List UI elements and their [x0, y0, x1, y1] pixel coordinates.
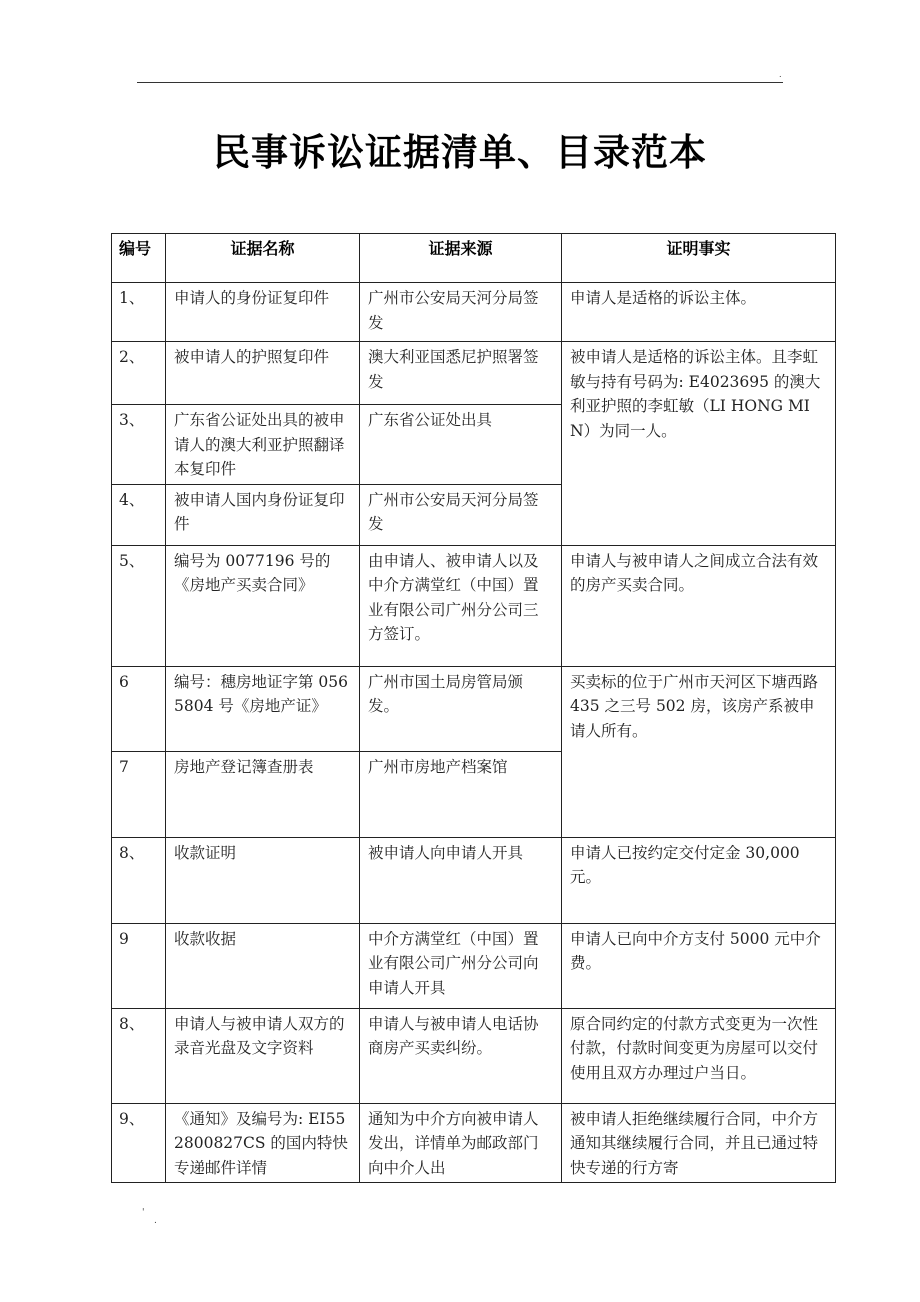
cell-source: 广州市公安局天河分局签发 [360, 283, 562, 342]
cell-number: 8、 [112, 837, 166, 923]
cell-number: 8、 [112, 1008, 166, 1103]
cell-name: 被申请人的护照复印件 [166, 342, 360, 405]
cell-name: 编号：穗房地证字第 0565804 号《房地产证》 [166, 666, 360, 751]
cell-source: 由申请人、被申请人以及中介方满堂红（中国）置业有限公司广州分公司三方签订。 [360, 545, 562, 666]
cell-name: 申请人的身份证复印件 [166, 283, 360, 342]
cell-name: 被申请人国内身份证复印件 [166, 484, 360, 545]
cell-fact: 申请人是适格的诉讼主体。 [562, 283, 836, 342]
footer-mark: . [154, 1216, 157, 1226]
evidence-table [111, 233, 836, 1183]
cell-fact: 申请人与被申请人之间成立合法有效的房产买卖合同。 [562, 545, 836, 666]
table-row [112, 666, 836, 751]
cell-number: 9 [112, 923, 166, 1008]
cell-number: 3、 [112, 405, 166, 485]
cell-source: 被申请人向申请人开具 [360, 837, 562, 923]
table-row [112, 923, 836, 1008]
cell-source: 通知为中介方向被申请人发出，详情单为邮政部门向中介人出 [360, 1103, 562, 1183]
cell-fact: 申请人已向中介方支付 5000 元中介费。 [562, 923, 836, 1008]
table-row [112, 342, 836, 405]
cell-fact: 买卖标的位于广州市天河区下塘西路 435 之三号 502 房，该房产系被申请人所有。 [562, 666, 836, 837]
header-rule [137, 82, 783, 83]
cell-number: 2、 [112, 342, 166, 405]
cell-source: 广州市公安局天河分局签发 [360, 484, 562, 545]
cell-number: 7 [112, 751, 166, 837]
column-header-fact: 证明事实 [562, 234, 836, 283]
cell-fact: 申请人已按约定交付定金 30,000 元。 [562, 837, 836, 923]
cell-source: 广东省公证处出具 [360, 405, 562, 485]
table-row [112, 545, 836, 666]
cell-name: 《通知》及编号为: EI552800827CS 的国内特快专递邮件详情 [166, 1103, 360, 1183]
cell-source: 申请人与被申请人电话协商房产买卖纠纷。 [360, 1008, 562, 1103]
table-row [112, 1008, 836, 1103]
column-header-number: 编号 [112, 234, 166, 283]
table-row [112, 837, 836, 923]
table-row [112, 1103, 836, 1183]
cell-name: 广东省公证处出具的被申请人的澳大利亚护照翻译本复印件 [166, 405, 360, 485]
cell-name: 编号为 0077196 号的《房地产买卖合同》 [166, 545, 360, 666]
cell-number: 9、 [112, 1103, 166, 1183]
cell-number: 4、 [112, 484, 166, 545]
document-title: 民事诉讼证据清单、目录范本 [213, 131, 707, 174]
cell-source: 中介方满堂红（中国）置业有限公司广州分公司向申请人开具 [360, 923, 562, 1008]
footer-mark: ' [142, 1208, 145, 1218]
cell-name: 申请人与被申请人双方的录音光盘及文字资料 [166, 1008, 360, 1103]
cell-fact: 被申请人拒绝继续履行合同，中介方通知其继续履行合同，并且已通过特快专递的行方寄 [562, 1103, 836, 1183]
cell-source: 广州市房地产档案馆 [360, 751, 562, 837]
cell-source: 广州市国土局房管局颁发。 [360, 666, 562, 751]
cell-number: 6 [112, 666, 166, 751]
cell-name: 房地产登记簿查册表 [166, 751, 360, 837]
cell-name: 收款证明 [166, 837, 360, 923]
cell-number: 5、 [112, 545, 166, 666]
table-row [112, 283, 836, 342]
cell-fact: 被申请人是适格的诉讼主体。且李虹敏与持有号码为: E4023695 的澳大利亚护照的李虹敏（LI HONG MIN）为同一人。 [562, 342, 836, 546]
cell-fact: 原合同约定的付款方式变更为一次性付款，付款时间变更为房屋可以交付使用且双方办理过户当日。 [562, 1008, 836, 1103]
table-header-row [112, 234, 836, 283]
column-header-source: 证据来源 [360, 234, 562, 283]
cell-number: 1、 [112, 283, 166, 342]
cell-source: 澳大利亚国悉尼护照署签发 [360, 342, 562, 405]
header-mark: . [779, 70, 782, 79]
column-header-name: 证据名称 [166, 234, 360, 283]
cell-name: 收款收据 [166, 923, 360, 1008]
